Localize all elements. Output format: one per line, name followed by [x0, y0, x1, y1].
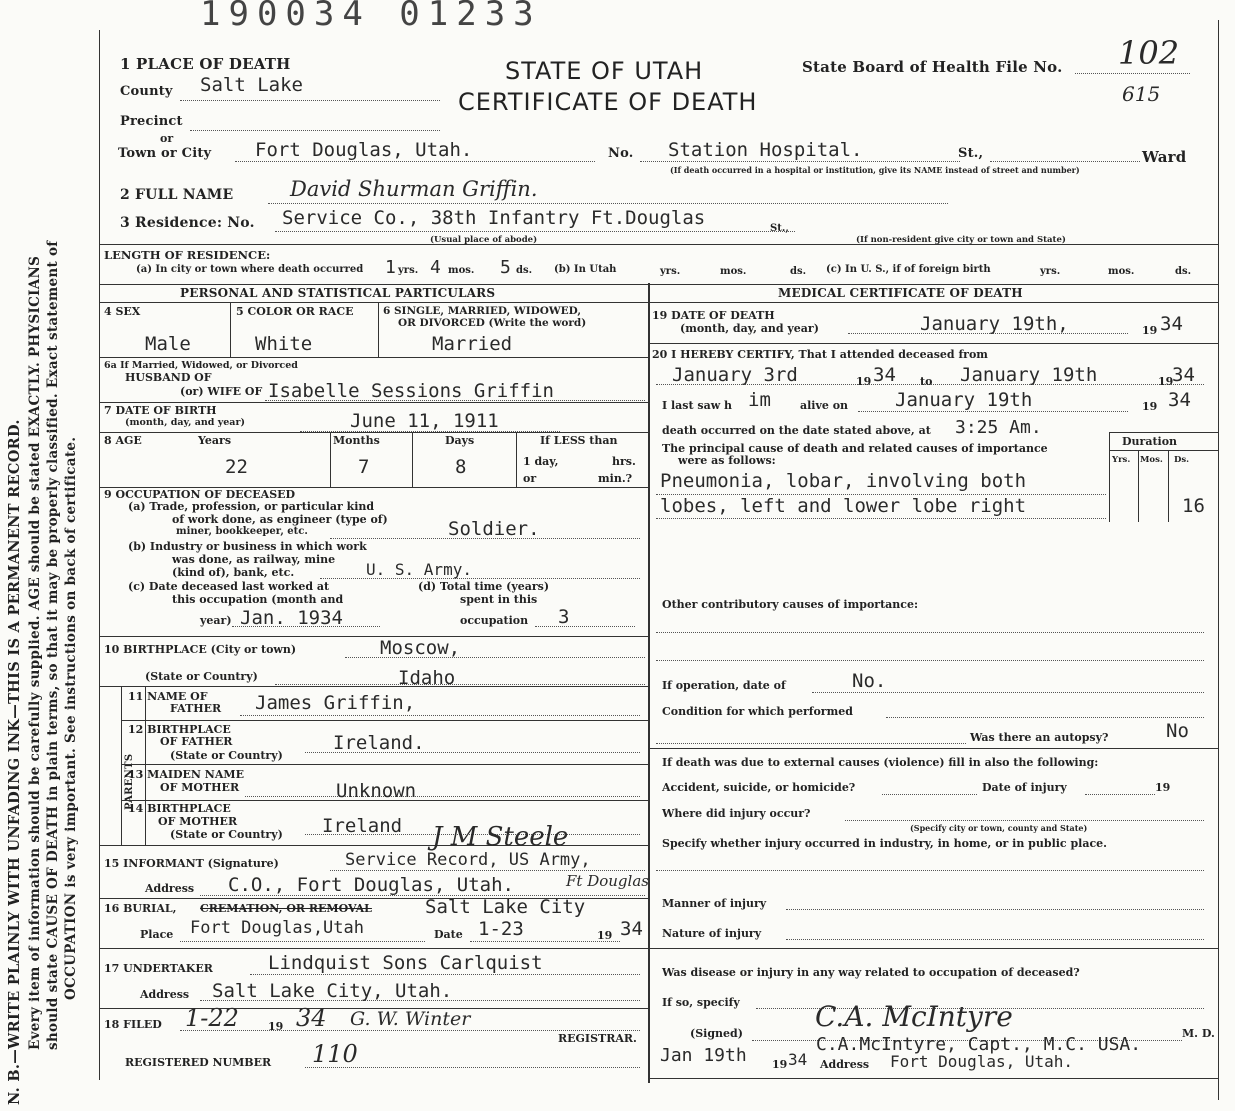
last-saw-year: 34 [1168, 389, 1191, 411]
burial-date-value: 1-23 [478, 918, 524, 940]
cause-2: lobes, left and lower lobe right [660, 495, 1027, 517]
rule-particulars-2 [99, 302, 1219, 303]
from-year: 34 [873, 364, 896, 386]
birth-state-label: (State or Country) [145, 670, 258, 683]
mother-birth-label-3: (State or Country) [170, 828, 283, 841]
months-label: Months [333, 434, 380, 447]
margin-note-4: OCCUPATION is very important. See instructions on back of certificate. [63, 436, 79, 1000]
father-label-1: 11 NAME OF [128, 690, 208, 703]
days-value: 8 [455, 456, 467, 478]
death-year-prefix: 19 [1142, 324, 1158, 337]
ward-label: Ward [1142, 148, 1187, 166]
signed-date: Jan 19th [660, 1045, 747, 1066]
occ-a-1: (a) Trade, profession, or particular kind [128, 500, 375, 513]
months-value: 7 [358, 456, 370, 478]
duration-label: Duration [1122, 435, 1178, 448]
day-label: 1 day, [523, 455, 559, 468]
filed-year-prefix: 19 [268, 1020, 284, 1033]
dob-label-2: (month, day, and year) [125, 417, 245, 428]
dob-label-1: 7 DATE OF BIRTH [104, 404, 217, 417]
marital-label-1: 6 SINGLE, MARRIED, WIDOWED, [383, 305, 582, 317]
burial-value: Salt Lake City [425, 896, 586, 918]
sex-value: Male [145, 333, 191, 355]
usual-note: (Usual place of abode) [430, 235, 538, 245]
specify-label: Specify whether injury occurred in industry, in home, or in public place. [662, 837, 1107, 850]
days-label: Days [445, 434, 475, 447]
injury-date-label: Date of injury [982, 781, 1067, 794]
age-label: 8 AGE [104, 434, 142, 447]
full-name-label: 2 FULL NAME [120, 187, 234, 203]
registrar-signature: G. W. Winter [350, 1008, 471, 1030]
date-of-death-label-2: (month, day, and year) [680, 322, 819, 335]
father-birth-label-2: OF FATHER [160, 735, 233, 748]
nonres-note: (If non-resident give city or town and State) [856, 235, 1066, 245]
filed-label: 18 FILED [104, 1018, 162, 1031]
burial-place-label: Place [140, 928, 174, 941]
us-mos-label: mos. [1108, 266, 1135, 277]
file-number-2: 615 [1122, 82, 1161, 106]
length-ds: 5 [500, 257, 511, 278]
operation-label: If operation, date of [662, 679, 786, 692]
physician-signature: C.A. McIntyre [815, 1000, 1013, 1033]
undertaker-address-value: Salt Lake City, Utah. [212, 980, 453, 1002]
occ-d-1: (d) Total time (years) [418, 580, 550, 593]
spouse-value: Isabelle Sessions Griffin [268, 380, 554, 402]
duration-mos: Mos. [1140, 455, 1163, 465]
industry-value: U. S. Army. [366, 560, 472, 579]
spouse-label-1: 6a If Married, Widowed, or Divorced [104, 360, 298, 371]
to-date: January 19th [960, 364, 1098, 386]
occupation-label: 9 OCCUPATION OF DECEASED [104, 488, 296, 501]
registered-number: 110 [312, 1040, 358, 1068]
occ-c-2: this occupation (month and [172, 593, 344, 606]
cause-1: Pneumonia, lobar, involving both [660, 470, 1027, 492]
where-label: Where did injury occur? [662, 807, 811, 820]
where-note: (Specify city or town, county and State) [910, 823, 1088, 833]
undertaker-address-label: Address [140, 988, 190, 1001]
utah-ds-label: ds. [790, 266, 807, 277]
state-title: STATE OF UTAH [505, 57, 704, 85]
last-worked-value: Jan. 1934 [240, 607, 343, 629]
spouse-label-2: HUSBAND OF [125, 371, 212, 384]
undertaker-label: 17 UNDERTAKER [104, 962, 213, 975]
occ-b-2: was done, as railway, mine [172, 553, 336, 566]
residence-st-label: St., [770, 223, 789, 234]
burial-date-label: Date [434, 928, 463, 941]
file-label: State Board of Health File No. [802, 58, 1063, 76]
length-c-label: (c) In U. S., if of foreign birth [826, 264, 991, 275]
us-ds-label: ds. [1175, 266, 1192, 277]
color-value: White [255, 333, 313, 355]
utah-yrs-label: yrs. [660, 266, 681, 277]
residence-value: Service Co., 38th Infantry Ft.Douglas [282, 207, 706, 229]
dob-value: June 11, 1911 [350, 410, 499, 432]
father-value: James Griffin, [255, 692, 416, 714]
serial-number: 190034 01233 [200, 0, 542, 34]
alive-label: alive on [800, 399, 849, 412]
manner-label: Manner of injury [662, 897, 767, 910]
birth-city-value: Moscow, [380, 637, 461, 659]
duration-ds: Ds. [1174, 455, 1190, 465]
operation-value: No. [852, 670, 887, 692]
informant-value: Service Record, US Army, [345, 850, 591, 870]
informant-signature: J M Steele [432, 822, 569, 852]
injury-year-label: 19 [1155, 781, 1171, 794]
cause-days: 16 [1182, 495, 1205, 517]
column-divider [648, 283, 650, 1083]
file-number: 102 [1118, 34, 1180, 72]
duration-yrs: Yrs. [1112, 455, 1131, 465]
hrs-label: hrs. [612, 455, 636, 468]
last-saw-date: January 19th [895, 389, 1033, 411]
length-a-label: (a) In city or town where death occurred [136, 264, 364, 275]
rule-particulars [99, 284, 1219, 285]
occ-a-2: of work done, as engineer (type of) [172, 513, 388, 526]
filed-year: 34 [296, 1004, 327, 1032]
county-value: Salt Lake [200, 74, 303, 96]
occ-c-1: (c) Date deceased last worked at [128, 580, 330, 593]
physician-name: C.A.McIntyre, Capt., M.C. USA. [816, 1034, 1142, 1055]
last-saw-label: I last saw h [662, 399, 733, 412]
other-causes-label: Other contributory causes of importance: [662, 598, 919, 611]
father-birth-label-3: (State or Country) [170, 749, 283, 762]
birthplace-label: 10 BIRTHPLACE (City or town) [104, 643, 297, 656]
place-heading: 1 PLACE OF DEATH [120, 55, 291, 73]
hospital-note: (If death occurred in a hospital or institution, give its NAME instead of street and number) [670, 165, 1080, 175]
frame-left [99, 30, 100, 1080]
autopsy-label: Was there an autopsy? [970, 731, 1109, 744]
min-label: min.? [598, 472, 633, 485]
principal-label-1: The principal cause of death and related causes of importance [662, 442, 1048, 455]
burial-place-value: Fort Douglas,Utah [190, 918, 364, 938]
town-value: Fort Douglas, Utah. [255, 139, 473, 161]
physician-address: Fort Douglas, Utah. [890, 1052, 1074, 1071]
father-birth-label-1: 12 BIRTHPLACE [128, 723, 231, 736]
st-label: St., [958, 146, 984, 161]
informant-address-value: C.O., Fort Douglas, Utah. [228, 874, 514, 896]
informant-label: 15 INFORMANT (Signature) [104, 857, 279, 870]
length-label: LENGTH OF RESIDENCE: [104, 248, 271, 262]
related-label: Was disease or injury in any way related to occupation of deceased? [662, 966, 1080, 979]
margin-note-2: Every item of information should be carefully supplied. AGE should be stated EXACTLY. PHYSICIANS [27, 255, 43, 1050]
from-year-prefix: 19 [856, 375, 872, 388]
occ-d-2: spent in this [460, 593, 538, 606]
marital-label-2: OR DIVORCED (Write the word) [398, 317, 587, 329]
external-label: If death was due to external causes (violence) fill in also the following: [662, 756, 1099, 769]
mother-birthplace-value: Ireland [322, 815, 403, 837]
last-saw-year-prefix: 19 [1142, 400, 1158, 413]
signed-year: 34 [788, 1050, 808, 1069]
years-label: Years [198, 434, 232, 447]
accident-label: Accident, suicide, or homicide? [662, 781, 856, 794]
occurred-label: death occurred on the date stated above, at [662, 424, 931, 437]
registered-label: REGISTERED NUMBER [125, 1056, 272, 1069]
to-label: to [920, 375, 933, 388]
to-year-prefix: 19 [1158, 375, 1174, 388]
occ-c-3: year) [200, 614, 232, 627]
certificate-title: CERTIFICATE OF DEATH [458, 88, 758, 116]
burial-year-prefix: 19 [597, 929, 613, 942]
town-label: Town or City [118, 146, 212, 161]
margin-note-1: N. B.—WRITE PLAINLY WITH UNFADING INK—THIS IS A PERMANENT RECORD. [6, 419, 23, 1105]
us-yrs-label: yrs. [1040, 266, 1061, 277]
filed-date: 1-22 [185, 1004, 239, 1032]
length-mos-label: mos. [448, 265, 475, 276]
sex-label: 4 SEX [104, 305, 141, 318]
occ-b-1: (b) Industry or business in which work [128, 540, 367, 553]
mother-birth-label-2: OF MOTHER [158, 815, 238, 828]
marital-value: Married [432, 333, 513, 355]
color-label: 5 COLOR OR RACE [236, 305, 354, 318]
certify-label: 20 I HEREBY CERTIFY, That I attended deceased from [652, 348, 988, 361]
spouse-label-3: (or) WIFE OF [180, 385, 263, 398]
mother-label-2: OF MOTHER [160, 781, 240, 794]
full-name-value: David Shurman Griffin. [290, 177, 538, 201]
length-b-label: (b) In Utah [554, 264, 617, 275]
mother-label-1: 13 MAIDEN NAME [128, 768, 244, 781]
mother-value: Unknown [336, 780, 417, 802]
medical-heading: MEDICAL CERTIFICATE OF DEATH [778, 286, 1023, 300]
years-value: 22 [225, 456, 248, 478]
cremation-label: CREMATION, OR REMOVAL [200, 902, 372, 915]
registrar-label: REGISTRAR. [558, 1032, 637, 1045]
from-date: January 3rd [672, 364, 798, 386]
occ-a-3: miner, bookkeeper, etc. [176, 526, 308, 537]
length-ds-label: ds. [516, 265, 533, 276]
hospital-value: Station Hospital. [668, 139, 863, 161]
informant-address-label: Address [145, 882, 195, 895]
length-yrs-label: yrs. [398, 265, 419, 276]
md-label: M. D. [1182, 1027, 1215, 1040]
parents-label: PARENTS [124, 753, 135, 810]
signed-label: (Signed) [690, 1027, 743, 1040]
county-label: County [120, 84, 173, 99]
time-value: 3:25 Am. [955, 417, 1042, 438]
physician-address-label: Address [820, 1058, 870, 1071]
utah-mos-label: mos. [720, 266, 747, 277]
length-yrs: 1 [385, 257, 396, 278]
less-label: If LESS than [540, 434, 618, 447]
total-time-value: 3 [558, 606, 570, 628]
length-mos: 4 [430, 257, 441, 278]
burial-label: 16 BURIAL, [104, 902, 177, 915]
personal-heading: PERSONAL AND STATISTICAL PARTICULARS [180, 286, 496, 300]
or-label-2: or [523, 472, 537, 485]
if-so-label: If so, specify [662, 996, 740, 1009]
burial-year-value: 34 [620, 918, 643, 940]
father-birthplace-value: Ireland. [333, 732, 425, 754]
occ-b-3: (kind of), bank, etc. [172, 566, 295, 579]
occupation-value: Soldier. [448, 518, 540, 540]
father-label-2: FATHER [170, 702, 222, 715]
no-label: No. [608, 146, 634, 161]
last-saw-him: im [748, 389, 771, 411]
death-year-value: 34 [1160, 313, 1183, 335]
date-of-death-label-1: 19 DATE OF DEATH [652, 309, 775, 322]
nature-label: Nature of injury [662, 927, 762, 940]
principal-label-2: were as follows: [678, 454, 776, 467]
date-of-death-value: January 19th, [920, 313, 1069, 335]
informant-address-note: Ft Douglas [566, 872, 649, 890]
margin-note-3: should state CAUSE OF DEATH in plain terms, so that it may be properly classified. Exact statement of [45, 240, 61, 1050]
frame-right [1218, 20, 1219, 1100]
occ-d-3: occupation [460, 614, 529, 627]
autopsy-value: No [1166, 720, 1189, 742]
signed-year-prefix: 19 [772, 1058, 788, 1071]
to-year: 34 [1172, 364, 1195, 386]
residence-label: 3 Residence: No. [120, 215, 255, 231]
birth-state-value: Idaho [398, 667, 456, 689]
mother-birth-label-1: 14 BIRTHPLACE [128, 802, 231, 815]
undertaker-value: Lindquist Sons Carlquist [268, 952, 543, 974]
precinct-label: Precinct [120, 114, 183, 129]
or-label: or [160, 132, 174, 145]
condition-label: Condition for which performed [662, 705, 853, 718]
